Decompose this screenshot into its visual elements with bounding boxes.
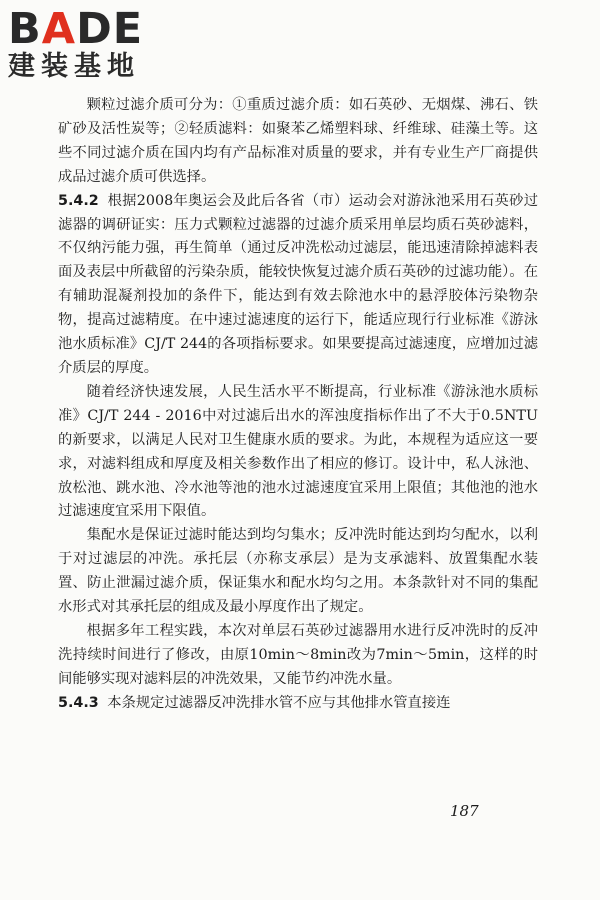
clause-number: 5.4.3 <box>58 694 99 711</box>
clause-number: 5.4.2 <box>58 192 99 209</box>
paragraph-text: 根据多年工程实践，本次对单层石英砂过滤器用水进行反冲洗时的反冲洗持续时间进行了修改，由原10min～8min改为7min～5min，这样的时间能够实现对滤料层的冲洗效果，又能节约冲洗水量。 <box>58 622 538 687</box>
paragraph-turbidity-requirement <box>58 381 538 524</box>
document-body <box>58 94 538 716</box>
logo-brand-text <box>8 6 183 52</box>
paragraph-text: 集配水是保证过滤时能达到均匀集水；反冲洗时能达到均匀配水，以利于对过滤层的冲洗。承托层（亦称支承层）是为支承滤料、放置集配水装置、防止泄漏过滤介质，保证集水和配水均匀之用。本条款针对不同的集配水形式对其承托层的组成及最小厚度作出了规定。 <box>58 527 538 616</box>
paragraph-text: 颗粒过滤介质可分为：①重质过滤介质：如石英砂、无烟煤、沸石、铁矿砂及活性炭等；②轻质滤料：如聚苯乙烯塑料球、纤维球、硅藻土等。这些不同过滤介质在国内均有产品标准对质量的要求，并有专业生产厂商提供成品过滤介质可供选择。 <box>58 97 538 185</box>
paragraph-filter-media-types <box>58 94 538 190</box>
logo-subtitle: 建装基地 <box>8 51 140 82</box>
paragraph-water-distribution <box>58 524 538 620</box>
bade-logo <box>8 6 183 82</box>
page-number: 187 <box>450 802 479 820</box>
clause-5-4-2 <box>58 190 538 381</box>
paragraph-text: 随着经济快速发展，人民生活水平不断提高，行业标准《游泳池水质标准》CJ/T 244 - 2016中对过滤后出水的浑浊度指标作出了不大于0.5NTU的新要求，以满足人民对卫生健康水质的要求。为此，本规程为适应这一要求，对滤料组成和厚度及相关参数作出了相应的修订。设计中，私人泳池、放松池、跳水池、冷水池等池的池水过滤速度宜采用上限值；其他池的池水过滤速度宜采用下限值。 <box>58 383 538 520</box>
paragraph-text: 本条规定过滤器反冲洗排水管不应与其他排水管直接连 <box>107 694 451 711</box>
logo-letters-de: DE <box>76 4 144 54</box>
paragraph-text: 根据2008年奥运会及此后各省（市）运动会对游泳池采用石英砂过滤器的调研证实：压力式颗粒过滤器的过滤介质采用单层均质石英砂滤料，不仅纳污能力强，再生简单（通过反冲洗松动过滤层，能迅速清除掉滤料表面及表层中所截留的污染杂质，能较快恢复过滤介质石英砂的过滤功能）。在有辅助混凝剂投加的条件下，能达到有效去除池水中的悬浮胶体污染物杂物，提高过滤精度。在中速过滤速度的运行下，能适应现行行业标准《游泳池水质标准》CJ/T 244的各项指标要求。如果要提高过滤速度，应增加过滤介质层的厚度。 <box>58 192 538 376</box>
logo-letter-a-accent: A <box>41 4 77 54</box>
paragraph-backwash-duration <box>58 620 538 692</box>
logo-letter-b: B <box>8 4 42 54</box>
clause-5-4-3 <box>58 692 538 716</box>
